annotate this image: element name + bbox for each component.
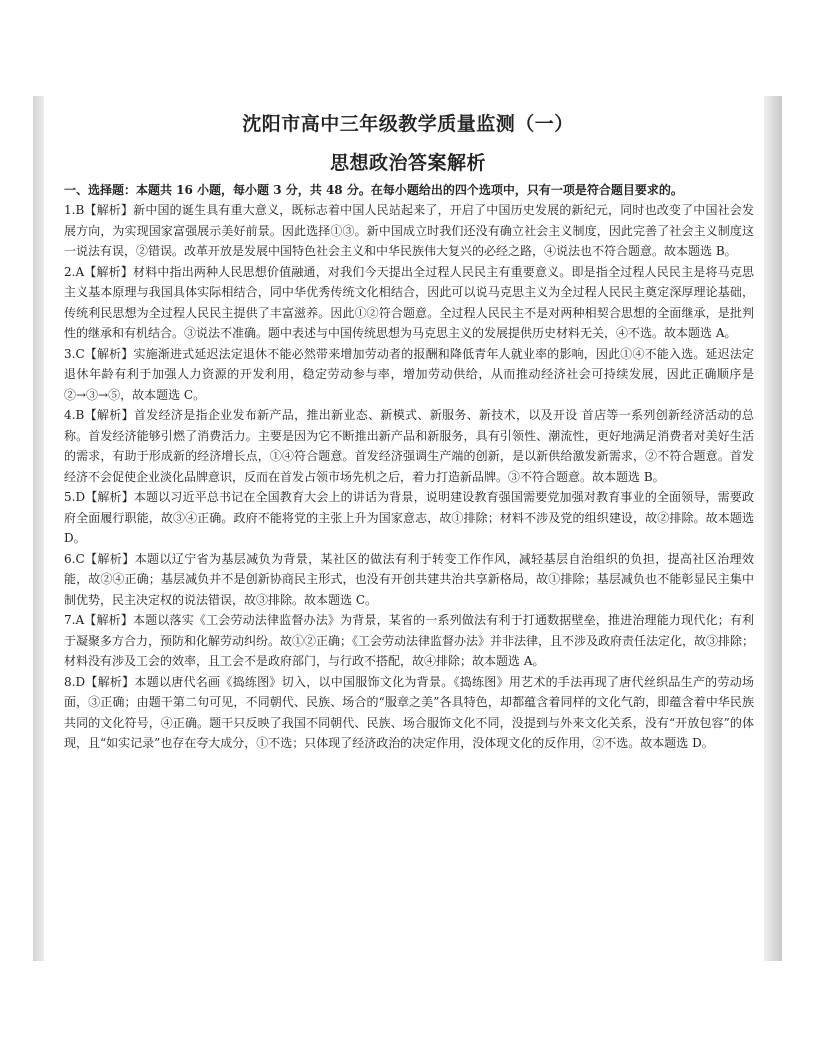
answer-2: 2.A【解析】材料中指出两种人民思想价值融通，对我们今天提出全过程人民民主有重要意义。即是指全过程人民民主是将马克思主义基本原理与我国具体实际相结合，同中华优秀传统文化相结合，因此可以说马克思主义为全过程人民民主奠定深厚理论基础，传统利民思想为全过程人民民主提供了丰富滋养。因此①②符合题意。全过程人民民主不是对两种相契合思想的全面继承，是批判性的继承和有机结合。③说法不准确。题中表述与中国传统思想为马克思主义的发展提供历史材料无关，④不选。故本题选 A。 xyxy=(64,264,754,340)
document-title: 沈阳市高中三年级教学质量监测（一） xyxy=(242,113,574,135)
answer-6: 6.C【解析】本题以辽宁省为基层减负为背景，某社区的做法有利于转变工作作风，减轻基层自治组织的负担，提高社区治理效能，故②④正确；基层减负并不是创新协商民主形式，也没有开创共建共治共享新格局，故①排除；基层减负也不能彰显民主集中制优势，民主决定权的说法错误，故③排除。故本题选 C。 xyxy=(64,551,754,607)
answer-7: 7.A【解析】本题以落实《工会劳动法律监督办法》为背景，某省的一系列做法有利于打通数据壁垒，推进治理能力现代化；有利于凝聚多方合力，预防和化解劳动纠纷。故①②正确；《工会劳动法律监督办法》并非法律，且不涉及政府责任法定化，故③排除；材料没有涉及工会的效率，且工会不是政府部门，与行政不搭配，故④排除；故本题选 A。 xyxy=(64,613,755,668)
answer-5: 5.D【解析】本题以习近平总书记在全国教育大会上的讲话为背景，说明建设教育强国需要党加强对教育事业的全面领导，需要政府全面履行职能，故③④正确。政府不能将党的主张上升为国家意志，故①排除；材料不涉及党的组织建设，故②排除。故本题选 D。 xyxy=(64,490,754,545)
answer-3: 3.C【解析】实施渐进式延迟法定退休不能必然带来增加劳动者的报酬和降低青年人就业率的影响，因此①④不能入选。延迟法定退休年龄有利于加强人力资源的开发利用，稳定劳动参与率，增加劳动供给，从而推动经济社会可持续发展，因此正确顺序是②→③→⑤，故本题选 C。 xyxy=(64,346,754,402)
answer-1: 1.B【解析】新中国的诞生具有重大意义，既标志着中国人民站起来了，开启了中国历史发展的新纪元，同时也改变了中国社会发展方向，为实现国家富强展示美好前景。因此选择①③。新中国成立时我们还没有确立社会主义制度，因此完善了社会主义制度这一说法有误，②错误。改革开放是发展中国特色社会主义和中华民族伟大复兴的必经之路，④说法也不符合题意。故本题选 B。 xyxy=(64,203,754,258)
document-subtitle: 思想政治答案解析 xyxy=(329,152,486,174)
answer-4: 4.B【解析】首发经济是指企业发布新产品，推出新业态、新模式、新服务、新技术，以及开设 首店等一系列创新经济活动的总称。首发经济能够引燃了消费活力。主要是因为它不断推出新产品和新服务，具有引领性、潮流性，更好地满足消费者对美好生活的需求，有助于形成新的经济增长点，①④符合题意。首发经济强调生产端的创新，是以新供给激发新需求，②不符合题意。首发经济不会促使企业淡化品牌意识，反而在首发占领市场先机之后，着力打造新品牌。③不符合题意。故本题选 B。 xyxy=(64,408,754,484)
answer-8: 8.D【解析】本题以唐代名画《捣练图》切入，以中国服饰文化为背景。《捣练图》用艺术的手法再现了唐代丝织品生产的劳动场面，③正确；由题干第二句可见，不同朝代、民族、场合的“服章之美”各具特色，却都蕴含着同样的文化气韵，即蕴含着中华民族共同的文化符号，④正确。题干只反映了我国不同朝代、民族、场合服饰文化不同，没提到与外来文化关系，没有“开放包容”的体现，且“如实记录”也存在夸大成分，①不选；只体现了经济政治的决定作用，没体现文化的反作用，②不选。故本题选 D。 xyxy=(64,674,754,750)
section-heading: 一、选择题：本题共 16 小题，每小题 3 分，共 48 分。在每小题给出的四个选项中，只有一项是符合题目要求的。 xyxy=(64,183,683,197)
page-right-edge xyxy=(764,96,782,961)
document-page xyxy=(58,100,758,960)
page-left-edge xyxy=(33,96,44,961)
